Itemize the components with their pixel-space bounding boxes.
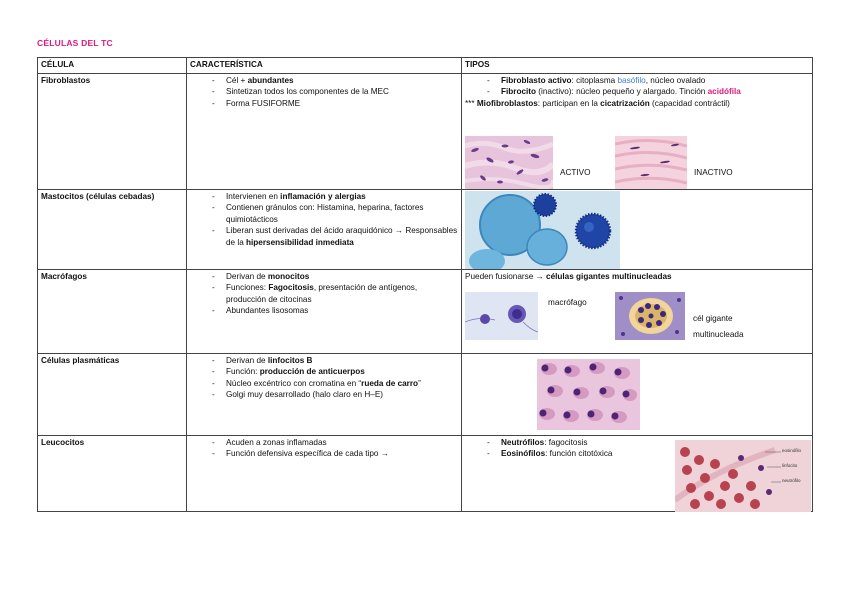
list-item: - Función defensiva específica de cada tipo → bbox=[212, 448, 458, 460]
table-row bbox=[38, 73, 813, 189]
image-label-eosinophil: eosinófilo bbox=[782, 447, 802, 453]
table-row bbox=[38, 189, 813, 269]
cell-name bbox=[38, 189, 187, 269]
cell-name bbox=[38, 269, 187, 353]
label-active: ACTIVO bbox=[560, 167, 591, 177]
types-cell bbox=[462, 269, 813, 353]
fusion-note: Pueden fusionarse → células gigantes multinucleadas bbox=[465, 271, 672, 281]
characteristics-cell bbox=[187, 189, 462, 269]
label-giant-cell-2: multinucleada bbox=[693, 329, 744, 339]
giant-cell-image bbox=[615, 292, 685, 340]
list-item: - Sintetizan todos los componentes de la MEC bbox=[212, 86, 458, 98]
cell-name bbox=[38, 353, 187, 435]
list-item: - Contienen gránulos con: Histamina, heparina, factores quimiotácticos bbox=[212, 202, 458, 225]
list-item: - Intervienen en inflamación y alergias bbox=[212, 191, 458, 203]
header-types: TIPOS bbox=[462, 58, 813, 74]
mast-cell-image bbox=[465, 191, 620, 269]
image-label-neutrophil: neutrófilo bbox=[782, 477, 801, 483]
row-name-mastocitos: Mastocitos (células cebadas) bbox=[41, 191, 155, 201]
list-item: - Funciones: Fagocitosis, presentación de antígenos, producción de citocinas bbox=[212, 282, 458, 305]
table-row bbox=[38, 353, 813, 435]
list-item: - Forma FUSIFORME bbox=[212, 98, 458, 110]
characteristics-cell bbox=[187, 353, 462, 435]
list-item: - Eosinófilos: función citotóxica bbox=[487, 448, 809, 460]
types-cell bbox=[462, 435, 813, 511]
characteristics-cell bbox=[187, 73, 462, 189]
plasma-cell-image bbox=[537, 359, 640, 430]
list-item: - Cél + abundantes bbox=[212, 75, 458, 87]
image-label-lymphocyte: linfocito bbox=[782, 462, 798, 468]
list-item: - Derivan de monocitos bbox=[212, 271, 458, 283]
header-cell: CÉLULA bbox=[38, 58, 187, 74]
active-fibroblast-image bbox=[465, 136, 553, 189]
list-item: - Fibrocito (inactivo): núcleo pequeño y alargado. Tinción acidófila bbox=[487, 86, 809, 98]
list-item: - Función: producción de anticuerpos bbox=[212, 366, 458, 378]
row-name-plasmaticas: Células plasmáticas bbox=[41, 355, 120, 365]
types-cell bbox=[462, 189, 813, 269]
label-macrophage: macrófago bbox=[548, 297, 587, 307]
table-row bbox=[38, 435, 813, 511]
inactive-fibrocyte-image bbox=[615, 136, 687, 189]
list-item: - Derivan de linfocitos B bbox=[212, 355, 458, 367]
list-item: - Acuden a zonas inflamadas bbox=[212, 437, 458, 449]
cell-name bbox=[38, 435, 187, 511]
macrophage-image bbox=[465, 292, 538, 340]
cells-table bbox=[37, 57, 813, 512]
list-item: - Liberan sust derivadas del ácido araquidónico → Responsables de la hipersensibilidad inmediata bbox=[212, 225, 458, 248]
header-characteristic: CARACTERÍSTICA bbox=[187, 58, 462, 74]
table-row bbox=[38, 269, 813, 353]
list-item: - Golgi muy desarrollado (halo claro en H–E) bbox=[212, 389, 458, 401]
row-name-fibroblastos: Fibroblastos bbox=[41, 75, 91, 85]
row-name-leucocitos: Leucocitos bbox=[41, 437, 85, 447]
label-giant-cell-1: cél gigante bbox=[693, 313, 733, 323]
list-item: - Fibroblasto activo: citoplasma basófilo, núcleo ovalado bbox=[487, 75, 809, 87]
cell-name bbox=[38, 73, 187, 189]
list-item: - Abundantes lisosomas bbox=[212, 305, 458, 317]
types-cell bbox=[462, 353, 813, 435]
myofibroblast-note: *** Miofibroblastos: participan en la cicatrización (capacidad contráctil) bbox=[465, 98, 730, 108]
characteristics-cell bbox=[187, 435, 462, 511]
list-item: - Núcleo excéntrico con cromatina en “rueda de carro” bbox=[212, 378, 458, 390]
list-item: - Neutrófilos: fagocitosis bbox=[487, 437, 809, 449]
leukocytes-image bbox=[675, 440, 811, 512]
row-name-macrofagos: Macrófagos bbox=[41, 271, 87, 281]
table-header-row bbox=[38, 58, 813, 74]
document-title: CÉLULAS DEL TC bbox=[37, 38, 113, 48]
characteristics-cell bbox=[187, 269, 462, 353]
label-inactive: INACTIVO bbox=[694, 167, 733, 177]
types-cell bbox=[462, 73, 813, 189]
